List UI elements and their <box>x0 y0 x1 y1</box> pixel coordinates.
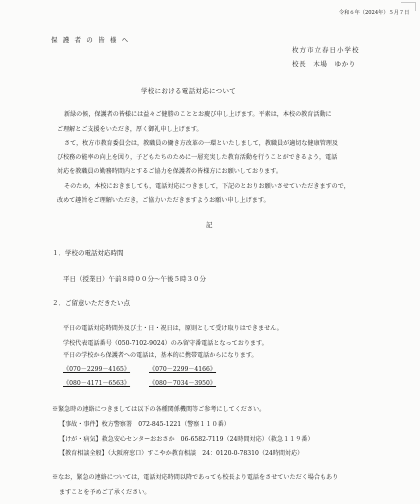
document-date: 令和６年（2024年）５月７日 <box>339 10 410 16</box>
note-line: 学校代表電話番号（050-7102-9024）のみ留守番電話となっております。 <box>63 340 268 347</box>
office-hours: 平日（授業日）午前８時００分～午後５時３０分 <box>63 275 206 283</box>
emergency-intro: ※緊急時の連絡につきましては以下の各種関係機関等ご参考にしてください。 <box>52 406 266 413</box>
body-line: ご理解とご支援をいただき，厚く御礼申し上げます。 <box>57 126 203 133</box>
school-name: 枚方市立春日小学校 <box>292 46 360 54</box>
closing-note: ますことを予めご了承ください。 <box>59 489 151 496</box>
body-line: さて，枚方市教育委員会は，教職員の働き方改革の一環といたしまして，教職員が適切な健康管理及 <box>64 140 338 147</box>
body-line: 改めて趣旨をご理解いただき，ご協力いただきますようお願い申し上げます。 <box>57 197 270 204</box>
emergency-contact: 【けが・病気】救急安心センターおおさか 06-6582-7119（24時間対応）（救急１１９番） <box>59 436 314 443</box>
body-line: 対応を教職員の勤務時間内とするご協力を保護者の皆様方にお願いしております。 <box>57 168 282 175</box>
closing-note: ※なお，緊急の連絡については，電話対応時間以降であっても校長より電話をさせていただく場合もあり <box>52 474 339 481</box>
body-line: 新緑の候，保護者の皆様には益々ご健勝のこととお慶び申し上げます。平素は，本校の教育活動に <box>64 111 332 118</box>
body-line: び校務の能率の向上を図り，子どもたちのために一層充実した教育活動を行うことができるよう，電話 <box>57 154 338 161</box>
phone-number: 《080－4171－6563》 <box>63 380 131 387</box>
phone-number: 《080－7034－3950》 <box>149 380 217 387</box>
document-title: 学校における電話対応について <box>141 87 237 95</box>
emergency-contact: 【事故・事件】枚方警察署 072-845-1221（警察１１０番） <box>59 421 230 428</box>
section1-heading: １．学校の電話対応時間 <box>52 249 124 257</box>
ki-heading: 記 <box>206 221 213 229</box>
phone-number: 《070－2299－4165》 <box>63 366 131 373</box>
principal-name: 校長 木場 ゆかり <box>292 60 356 68</box>
body-line: そのため，本校におきましても，電話対応につきまして，下記のとおりお願いさせていただきますので， <box>64 183 350 190</box>
section2-heading: ２．ご留意いただきたい点 <box>52 299 130 307</box>
addressee: 保 護 者 の 皆 様 へ <box>51 36 130 44</box>
phone-number: 《070－2299－4166》 <box>149 366 217 373</box>
note-line: 平日の電話対応時間外及び土・日・祝日は，原則として受け取りはできません。 <box>63 325 283 332</box>
note-line: 平日の学校から保護者への電話は，基本的に携帯電話からになります。 <box>63 352 258 359</box>
emergency-contact: 【教育相談全般】（大阪府窓口）すこやか教育相談 24：0120-0-78310（24時間対応） <box>59 450 304 457</box>
